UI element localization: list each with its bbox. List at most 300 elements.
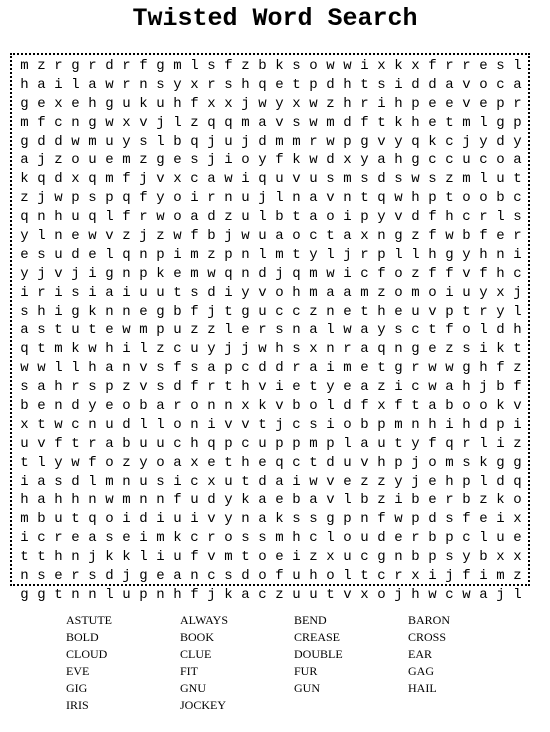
grid-cell[interactable]: m <box>275 133 284 150</box>
grid-cell[interactable]: r <box>139 209 148 226</box>
grid-cell[interactable]: s <box>37 246 46 263</box>
grid-cell[interactable]: a <box>377 152 386 169</box>
grid-cell[interactable]: s <box>224 76 233 93</box>
grid-cell[interactable]: w <box>326 133 335 150</box>
grid-cell[interactable]: t <box>462 303 471 320</box>
grid-cell[interactable]: s <box>309 416 318 433</box>
grid-cell[interactable]: m <box>241 114 250 131</box>
grid-cell[interactable]: i <box>445 284 454 301</box>
grid-cell[interactable]: m <box>275 530 284 547</box>
grid-cell[interactable]: r <box>207 76 216 93</box>
grid-cell[interactable]: a <box>258 114 267 131</box>
grid-cell[interactable]: d <box>411 76 420 93</box>
grid-cell[interactable]: j <box>122 568 131 585</box>
grid-cell[interactable]: x <box>326 549 335 566</box>
grid-cell[interactable]: s <box>190 152 199 169</box>
grid-cell[interactable]: j <box>496 586 505 603</box>
grid-cell[interactable]: h <box>241 379 250 396</box>
grid-cell[interactable]: b <box>292 398 301 415</box>
grid-cell[interactable]: h <box>173 586 182 603</box>
grid-cell[interactable]: z <box>479 492 488 509</box>
grid-cell[interactable]: w <box>71 454 80 471</box>
grid-cell[interactable]: l <box>139 416 148 433</box>
grid-cell[interactable]: u <box>343 549 352 566</box>
grid-cell[interactable]: x <box>411 568 420 585</box>
grid-cell[interactable]: y <box>88 398 97 415</box>
grid-cell[interactable]: t <box>377 114 386 131</box>
grid-cell[interactable]: s <box>88 190 97 207</box>
grid-cell[interactable]: r <box>71 379 80 396</box>
grid-cell[interactable]: t <box>54 322 63 339</box>
grid-cell[interactable]: d <box>241 568 250 585</box>
grid-cell[interactable]: e <box>428 114 437 131</box>
grid-cell[interactable]: u <box>258 303 267 320</box>
grid-cell[interactable]: l <box>156 416 165 433</box>
grid-cell[interactable]: p <box>139 265 148 282</box>
grid-cell[interactable]: e <box>173 265 182 282</box>
grid-cell[interactable]: c <box>428 152 437 169</box>
grid-cell[interactable]: n <box>88 492 97 509</box>
grid-cell[interactable]: a <box>105 435 114 452</box>
grid-cell[interactable]: v <box>258 379 267 396</box>
grid-cell[interactable]: h <box>88 95 97 112</box>
grid-cell[interactable]: h <box>479 360 488 377</box>
grid-cell[interactable]: d <box>377 530 386 547</box>
grid-cell[interactable]: o <box>428 454 437 471</box>
grid-cell[interactable]: d <box>105 58 114 74</box>
grid-cell[interactable]: r <box>445 492 454 509</box>
grid-cell[interactable]: k <box>428 133 437 150</box>
grid-cell[interactable]: q <box>377 341 386 358</box>
grid-cell[interactable]: m <box>20 58 29 74</box>
grid-cell[interactable]: h <box>411 586 420 603</box>
grid-cell[interactable]: c <box>292 303 301 320</box>
grid-cell[interactable]: l <box>139 341 148 358</box>
grid-cell[interactable]: a <box>513 152 522 169</box>
grid-cell[interactable]: z <box>156 228 165 245</box>
grid-cell[interactable]: o <box>326 209 335 226</box>
grid-cell[interactable]: c <box>275 303 284 320</box>
grid-cell[interactable]: d <box>496 133 505 150</box>
grid-cell[interactable]: x <box>241 398 250 415</box>
grid-cell[interactable]: h <box>445 209 454 226</box>
grid-cell[interactable]: z <box>326 95 335 112</box>
grid-cell[interactable]: a <box>20 322 29 339</box>
grid-cell[interactable]: k <box>156 265 165 282</box>
grid-cell[interactable]: v <box>377 133 386 150</box>
grid-cell[interactable]: u <box>173 322 182 339</box>
grid-cell[interactable]: n <box>54 398 63 415</box>
grid-cell[interactable]: e <box>20 246 29 263</box>
grid-cell[interactable]: y <box>496 303 505 320</box>
grid-cell[interactable]: s <box>462 341 471 358</box>
grid-cell[interactable]: a <box>309 360 318 377</box>
grid-cell[interactable]: f <box>394 398 403 415</box>
grid-cell[interactable]: f <box>190 303 199 320</box>
grid-cell[interactable]: n <box>37 209 46 226</box>
grid-cell[interactable]: j <box>207 303 216 320</box>
grid-cell[interactable]: b <box>462 228 471 245</box>
grid-cell[interactable]: f <box>428 435 437 452</box>
grid-cell[interactable]: y <box>513 133 522 150</box>
grid-cell[interactable]: e <box>71 95 80 112</box>
grid-cell[interactable]: j <box>156 114 165 131</box>
grid-cell[interactable]: u <box>292 568 301 585</box>
grid-cell[interactable]: z <box>275 586 284 603</box>
grid-cell[interactable]: n <box>139 76 148 93</box>
grid-cell[interactable]: y <box>20 228 29 245</box>
grid-cell[interactable]: c <box>54 114 63 131</box>
grid-cell[interactable]: p <box>224 435 233 452</box>
grid-cell[interactable]: b <box>258 58 267 74</box>
grid-cell[interactable]: c <box>71 416 80 433</box>
grid-cell[interactable]: r <box>445 58 454 74</box>
grid-cell[interactable]: f <box>173 492 182 509</box>
grid-cell[interactable]: q <box>224 265 233 282</box>
grid-cell[interactable]: n <box>122 303 131 320</box>
grid-cell[interactable]: n <box>496 246 505 263</box>
grid-cell[interactable]: y <box>54 454 63 471</box>
grid-cell[interactable]: k <box>224 586 233 603</box>
grid-cell[interactable]: v <box>394 209 403 226</box>
grid-cell[interactable]: z <box>207 322 216 339</box>
grid-cell[interactable]: e <box>496 228 505 245</box>
grid-cell[interactable]: h <box>377 454 386 471</box>
grid-cell[interactable]: c <box>190 171 199 188</box>
grid-cell[interactable]: b <box>411 492 420 509</box>
grid-cell[interactable]: p <box>411 95 420 112</box>
grid-cell[interactable]: r <box>54 530 63 547</box>
grid-cell[interactable]: i <box>326 416 335 433</box>
grid-cell[interactable]: q <box>258 171 267 188</box>
grid-cell[interactable]: d <box>326 76 335 93</box>
grid-cell[interactable]: j <box>445 568 454 585</box>
grid-cell[interactable]: n <box>241 511 250 528</box>
grid-cell[interactable]: i <box>241 171 250 188</box>
grid-cell[interactable]: a <box>479 586 488 603</box>
grid-cell[interactable]: k <box>394 58 403 74</box>
grid-cell[interactable]: t <box>394 435 403 452</box>
grid-cell[interactable]: l <box>326 246 335 263</box>
grid-cell[interactable]: a <box>190 209 199 226</box>
grid-cell[interactable]: l <box>394 246 403 263</box>
grid-cell[interactable]: m <box>292 133 301 150</box>
grid-cell[interactable]: u <box>139 435 148 452</box>
grid-cell[interactable]: h <box>462 379 471 396</box>
grid-cell[interactable]: h <box>394 152 403 169</box>
grid-cell[interactable]: n <box>139 246 148 263</box>
grid-cell[interactable]: d <box>54 171 63 188</box>
grid-cell[interactable]: e <box>292 379 301 396</box>
grid-cell[interactable]: j <box>71 265 80 282</box>
grid-cell[interactable]: s <box>156 379 165 396</box>
grid-cell[interactable]: t <box>173 284 182 301</box>
grid-cell[interactable]: n <box>122 265 131 282</box>
grid-cell[interactable]: c <box>173 435 182 452</box>
grid-cell[interactable]: a <box>360 379 369 396</box>
grid-cell[interactable]: k <box>122 549 131 566</box>
grid-cell[interactable]: l <box>88 473 97 490</box>
grid-cell[interactable]: g <box>360 133 369 150</box>
grid-cell[interactable]: i <box>139 530 148 547</box>
grid-cell[interactable]: e <box>394 530 403 547</box>
grid-cell[interactable]: r <box>54 58 63 74</box>
grid-cell[interactable]: e <box>343 379 352 396</box>
grid-cell[interactable]: u <box>241 190 250 207</box>
grid-cell[interactable]: w <box>411 171 420 188</box>
grid-cell[interactable]: i <box>292 549 301 566</box>
grid-cell[interactable]: l <box>496 209 505 226</box>
grid-cell[interactable]: g <box>37 586 46 603</box>
grid-cell[interactable]: s <box>309 511 318 528</box>
grid-cell[interactable]: v <box>54 265 63 282</box>
grid-cell[interactable]: r <box>479 209 488 226</box>
grid-cell[interactable]: q <box>88 171 97 188</box>
grid-cell[interactable]: q <box>258 76 267 93</box>
grid-cell[interactable]: p <box>343 133 352 150</box>
grid-cell[interactable]: l <box>173 114 182 131</box>
grid-cell[interactable]: o <box>71 152 80 169</box>
grid-cell[interactable]: p <box>326 435 335 452</box>
grid-cell[interactable]: i <box>88 284 97 301</box>
grid-cell[interactable]: s <box>190 284 199 301</box>
grid-cell[interactable]: c <box>377 568 386 585</box>
grid-cell[interactable]: h <box>394 95 403 112</box>
grid-cell[interactable]: n <box>71 549 80 566</box>
grid-cell[interactable]: l <box>343 492 352 509</box>
grid-cell[interactable]: h <box>462 416 471 433</box>
grid-cell[interactable]: u <box>71 209 80 226</box>
grid-cell[interactable]: u <box>224 473 233 490</box>
grid-cell[interactable]: w <box>258 95 267 112</box>
grid-cell[interactable]: c <box>292 416 301 433</box>
grid-cell[interactable]: e <box>445 95 454 112</box>
grid-cell[interactable]: l <box>343 568 352 585</box>
grid-cell[interactable]: m <box>88 133 97 150</box>
grid-cell[interactable]: y <box>122 133 131 150</box>
grid-cell[interactable]: t <box>360 568 369 585</box>
grid-cell[interactable]: q <box>122 190 131 207</box>
grid-cell[interactable]: h <box>54 379 63 396</box>
grid-cell[interactable]: y <box>139 454 148 471</box>
grid-cell[interactable]: z <box>54 152 63 169</box>
grid-cell[interactable]: j <box>139 228 148 245</box>
grid-cell[interactable]: p <box>428 549 437 566</box>
grid-cell[interactable]: e <box>513 530 522 547</box>
grid-cell[interactable]: z <box>37 58 46 74</box>
grid-cell[interactable]: i <box>173 473 182 490</box>
grid-cell[interactable]: g <box>496 454 505 471</box>
grid-cell[interactable]: a <box>428 398 437 415</box>
grid-cell[interactable]: u <box>105 133 114 150</box>
grid-cell[interactable]: s <box>513 209 522 226</box>
grid-cell[interactable]: l <box>139 549 148 566</box>
grid-cell[interactable]: j <box>275 416 284 433</box>
grid-cell[interactable]: c <box>411 322 420 339</box>
grid-cell[interactable]: a <box>309 322 318 339</box>
grid-cell[interactable]: o <box>462 190 471 207</box>
grid-cell[interactable]: h <box>241 76 250 93</box>
grid-cell[interactable]: r <box>122 58 131 74</box>
grid-cell[interactable]: y <box>462 549 471 566</box>
grid-cell[interactable]: v <box>37 435 46 452</box>
grid-cell[interactable]: q <box>20 341 29 358</box>
grid-cell[interactable]: s <box>54 473 63 490</box>
grid-cell[interactable]: x <box>360 228 369 245</box>
grid-cell[interactable]: c <box>190 530 199 547</box>
grid-cell[interactable]: p <box>156 246 165 263</box>
grid-cell[interactable]: q <box>207 435 216 452</box>
grid-cell[interactable]: g <box>105 265 114 282</box>
grid-cell[interactable]: u <box>343 454 352 471</box>
grid-cell[interactable]: o <box>122 398 131 415</box>
grid-cell[interactable]: f <box>462 568 471 585</box>
grid-cell[interactable]: d <box>411 209 420 226</box>
grid-cell[interactable]: f <box>139 58 148 74</box>
grid-cell[interactable]: e <box>37 95 46 112</box>
grid-cell[interactable]: e <box>343 473 352 490</box>
grid-cell[interactable]: s <box>139 133 148 150</box>
grid-cell[interactable]: k <box>275 58 284 74</box>
grid-cell[interactable]: r <box>258 322 267 339</box>
grid-cell[interactable]: o <box>513 492 522 509</box>
grid-cell[interactable]: v <box>241 416 250 433</box>
grid-cell[interactable]: i <box>190 190 199 207</box>
grid-cell[interactable]: y <box>360 152 369 169</box>
grid-cell[interactable]: e <box>173 152 182 169</box>
grid-cell[interactable]: c <box>37 530 46 547</box>
grid-cell[interactable]: e <box>428 473 437 490</box>
grid-cell[interactable]: s <box>462 454 471 471</box>
grid-cell[interactable]: j <box>275 265 284 282</box>
grid-cell[interactable]: w <box>71 133 80 150</box>
grid-cell[interactable]: u <box>139 473 148 490</box>
grid-cell[interactable]: p <box>445 303 454 320</box>
grid-cell[interactable]: i <box>20 473 29 490</box>
grid-cell[interactable]: h <box>513 322 522 339</box>
grid-cell[interactable]: i <box>513 246 522 263</box>
grid-cell[interactable]: x <box>309 341 318 358</box>
grid-cell[interactable]: f <box>190 586 199 603</box>
grid-cell[interactable]: z <box>377 379 386 396</box>
grid-cell[interactable]: i <box>122 341 131 358</box>
grid-cell[interactable]: v <box>275 114 284 131</box>
grid-cell[interactable]: f <box>479 265 488 282</box>
grid-cell[interactable]: o <box>258 549 267 566</box>
grid-cell[interactable]: a <box>275 473 284 490</box>
grid-cell[interactable]: i <box>479 568 488 585</box>
grid-cell[interactable]: i <box>122 511 131 528</box>
grid-cell[interactable]: z <box>377 492 386 509</box>
grid-cell[interactable]: m <box>275 246 284 263</box>
grid-cell[interactable]: d <box>326 454 335 471</box>
grid-cell[interactable]: y <box>411 435 420 452</box>
grid-cell[interactable]: z <box>445 341 454 358</box>
grid-cell[interactable]: w <box>428 586 437 603</box>
grid-cell[interactable]: k <box>292 152 301 169</box>
grid-cell[interactable]: o <box>496 152 505 169</box>
grid-cell[interactable]: f <box>190 379 199 396</box>
grid-cell[interactable]: m <box>20 511 29 528</box>
grid-cell[interactable]: i <box>513 416 522 433</box>
grid-cell[interactable]: c <box>445 586 454 603</box>
grid-cell[interactable]: m <box>156 530 165 547</box>
grid-cell[interactable]: k <box>139 95 148 112</box>
grid-cell[interactable]: t <box>377 360 386 377</box>
grid-cell[interactable]: b <box>37 511 46 528</box>
grid-cell[interactable]: b <box>479 549 488 566</box>
grid-cell[interactable]: n <box>394 341 403 358</box>
grid-cell[interactable]: n <box>105 303 114 320</box>
grid-cell[interactable]: h <box>54 209 63 226</box>
grid-cell[interactable]: m <box>190 246 199 263</box>
grid-cell[interactable]: e <box>122 530 131 547</box>
grid-cell[interactable]: z <box>241 58 250 74</box>
grid-cell[interactable]: p <box>377 416 386 433</box>
grid-cell[interactable]: s <box>445 549 454 566</box>
grid-cell[interactable]: l <box>479 435 488 452</box>
grid-cell[interactable]: e <box>37 398 46 415</box>
grid-cell[interactable]: m <box>105 171 114 188</box>
grid-cell[interactable]: c <box>496 76 505 93</box>
grid-cell[interactable]: v <box>292 171 301 188</box>
grid-cell[interactable]: e <box>479 58 488 74</box>
grid-cell[interactable]: i <box>190 511 199 528</box>
grid-cell[interactable]: w <box>445 228 454 245</box>
grid-cell[interactable]: t <box>309 379 318 396</box>
grid-cell[interactable]: m <box>224 549 233 566</box>
grid-cell[interactable]: g <box>445 246 454 263</box>
grid-cell[interactable]: x <box>54 95 63 112</box>
grid-cell[interactable]: r <box>394 568 403 585</box>
grid-cell[interactable]: u <box>105 416 114 433</box>
grid-cell[interactable]: j <box>479 379 488 396</box>
grid-cell[interactable]: s <box>428 171 437 188</box>
grid-cell[interactable]: o <box>173 209 182 226</box>
grid-cell[interactable]: e <box>428 492 437 509</box>
grid-cell[interactable]: t <box>428 322 437 339</box>
grid-cell[interactable]: n <box>326 303 335 320</box>
grid-cell[interactable]: u <box>122 586 131 603</box>
grid-cell[interactable]: s <box>394 171 403 188</box>
grid-cell[interactable]: d <box>479 416 488 433</box>
grid-cell[interactable]: q <box>411 133 420 150</box>
grid-cell[interactable]: a <box>88 530 97 547</box>
grid-cell[interactable]: p <box>394 454 403 471</box>
grid-cell[interactable]: d <box>54 133 63 150</box>
grid-cell[interactable]: f <box>462 511 471 528</box>
grid-cell[interactable]: r <box>411 530 420 547</box>
grid-cell[interactable]: h <box>241 454 250 471</box>
grid-cell[interactable]: o <box>479 190 488 207</box>
grid-cell[interactable]: d <box>71 473 80 490</box>
grid-cell[interactable]: b <box>275 209 284 226</box>
grid-cell[interactable]: l <box>479 114 488 131</box>
grid-cell[interactable]: n <box>224 190 233 207</box>
grid-cell[interactable]: d <box>258 360 267 377</box>
grid-cell[interactable]: j <box>411 454 420 471</box>
grid-cell[interactable]: g <box>139 568 148 585</box>
grid-cell[interactable]: k <box>496 341 505 358</box>
grid-cell[interactable]: o <box>190 398 199 415</box>
grid-cell[interactable]: w <box>122 322 131 339</box>
grid-cell[interactable]: g <box>377 549 386 566</box>
grid-cell[interactable]: l <box>105 246 114 263</box>
grid-cell[interactable]: x <box>377 58 386 74</box>
grid-cell[interactable]: t <box>20 549 29 566</box>
grid-cell[interactable]: o <box>462 398 471 415</box>
grid-cell[interactable]: v <box>326 190 335 207</box>
